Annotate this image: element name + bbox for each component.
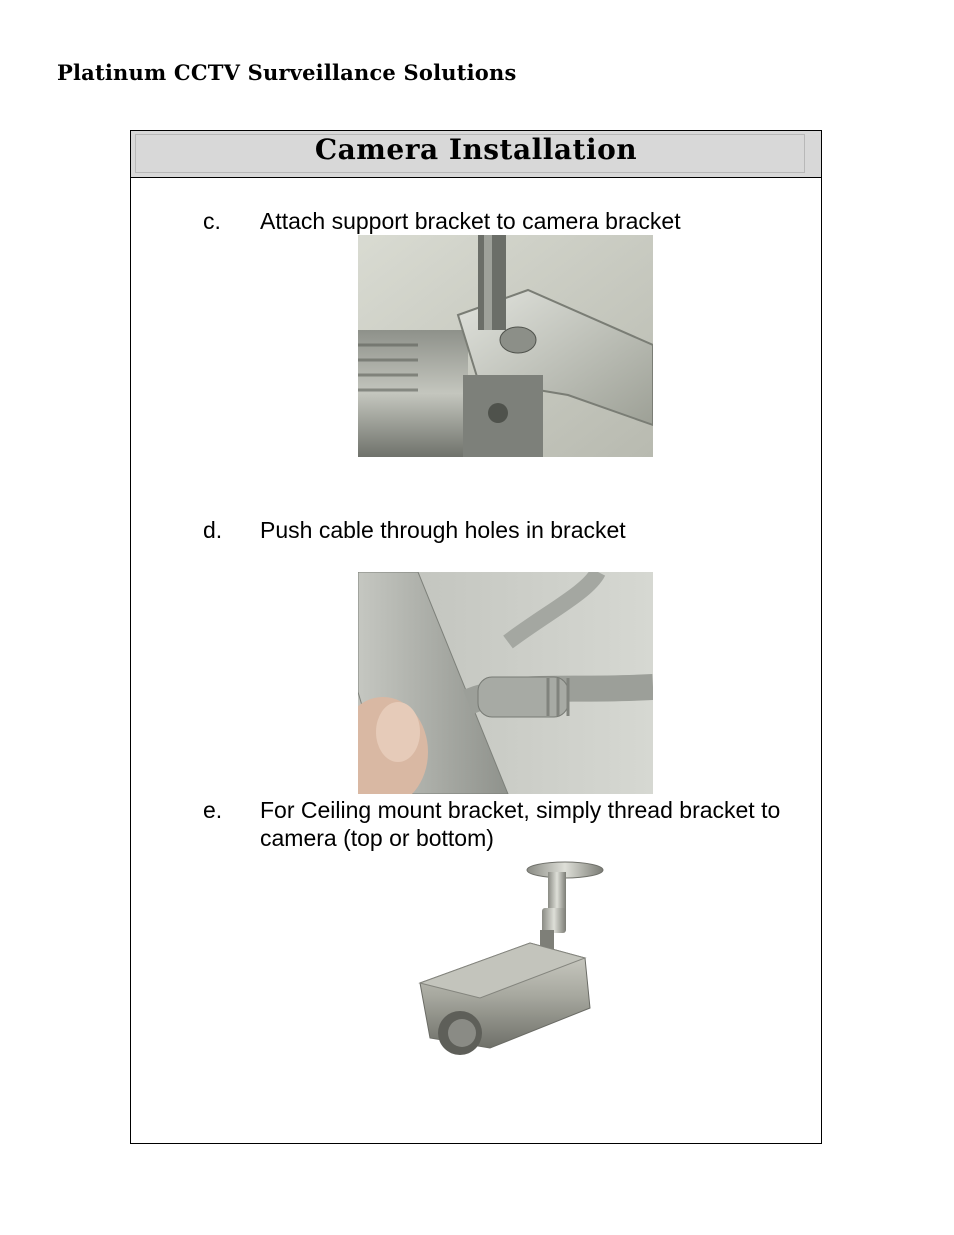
step-text: Attach support bracket to camera bracket	[260, 208, 681, 234]
step-letter: d.	[203, 517, 223, 543]
step-text: For Ceiling mount bracket, simply thread bracket to camera (top or bottom)	[260, 797, 781, 851]
step-letter: e.	[203, 797, 223, 823]
cable-bracket-photo	[358, 572, 653, 794]
step-text: Push cable through holes in bracket	[260, 517, 626, 543]
step-letter: c.	[203, 208, 221, 234]
section-title: Camera Installation	[314, 133, 638, 166]
ceiling-mount-camera-photo	[410, 858, 640, 1063]
document-header: Platinum CCTV Surveillance Solutions	[57, 60, 517, 85]
bracket-screw-photo	[358, 235, 653, 457]
section-title-bar	[131, 131, 821, 178]
